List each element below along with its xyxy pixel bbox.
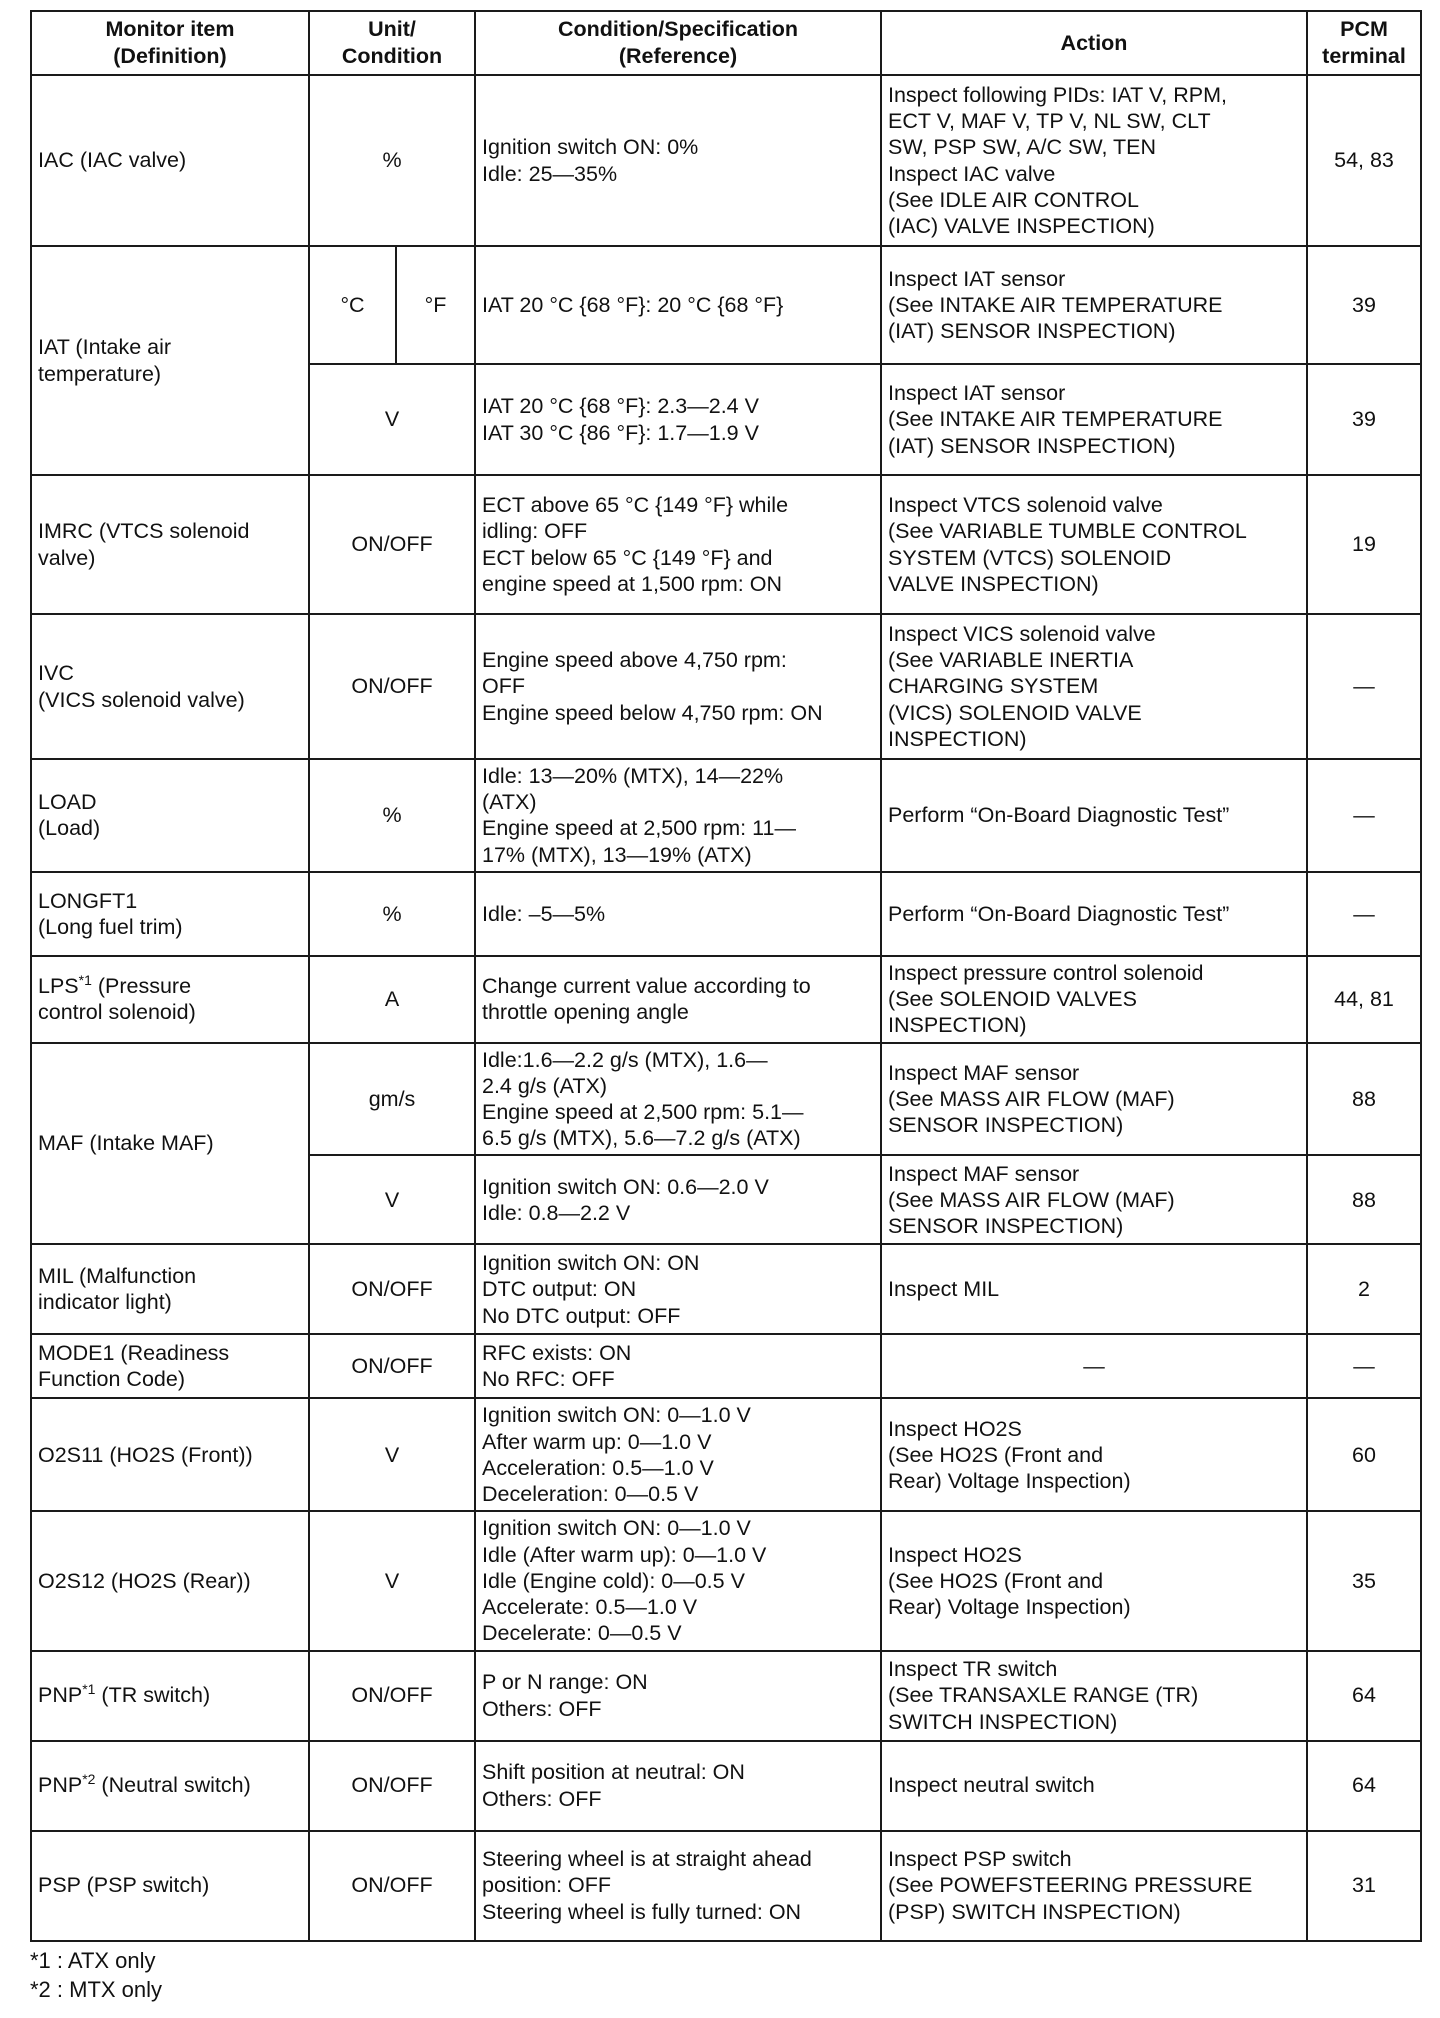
unit-cell: ON/OFF xyxy=(309,1651,475,1741)
monitor-item xyxy=(31,956,309,1043)
table-row-psp xyxy=(31,1831,1421,1941)
pcm-terminal-cell: 88 xyxy=(1307,1043,1421,1156)
condition-cell: Change current value according to throttle opening angle xyxy=(475,956,881,1043)
action-cell: Inspect HO2S (See HO2S (Front and Rear) Voltage Inspection) xyxy=(881,1511,1307,1650)
unit-cell: V xyxy=(309,364,475,475)
unit-cell: ON/OFF xyxy=(309,475,475,614)
action-cell: Inspect PSP switch (See POWEFSTEERING PRESSURE (PSP) SWITCH INSPECTION) xyxy=(881,1831,1307,1941)
header-condition-specification: Condition/Specification (Reference) xyxy=(475,11,881,75)
footnote-marker: *1 xyxy=(78,971,92,988)
table-header-row xyxy=(31,11,1421,75)
header-pcm-terminal: PCM terminal xyxy=(1307,11,1421,75)
monitor-item: PSP (PSP switch) xyxy=(31,1831,309,1941)
footnote-marker: *1 xyxy=(82,1681,96,1698)
table-row-pnp-neutral-switch xyxy=(31,1741,1421,1831)
table-row-longft1 xyxy=(31,872,1421,956)
unit-cell: V xyxy=(309,1155,475,1244)
monitor-item: MAF (Intake MAF) xyxy=(31,1043,309,1245)
monitor-item: LONGFT1 (Long fuel trim) xyxy=(31,872,309,956)
pcm-terminal-cell: 88 xyxy=(1307,1155,1421,1244)
header-unit-condition: Unit/ Condition xyxy=(309,11,475,75)
condition-cell: Steering wheel is at straight ahead position: OFF Steering wheel is fully turned: ON xyxy=(475,1831,881,1941)
action-cell: Inspect VTCS solenoid valve (See VARIABLE TUMBLE CONTROL SYSTEM (VTCS) SOLENOID VALVE INSPECTION) xyxy=(881,475,1307,614)
unit-cell: % xyxy=(309,759,475,872)
footnote-marker: *2 xyxy=(82,1771,96,1788)
unit-cell: V xyxy=(309,1511,475,1650)
condition-cell: Shift position at neutral: ON Others: OFF xyxy=(475,1741,881,1831)
pcm-terminal-cell: — xyxy=(1307,872,1421,956)
unit-cell: ON/OFF xyxy=(309,1244,475,1334)
table-row-ivc xyxy=(31,614,1421,759)
action-cell: — xyxy=(881,1334,1307,1398)
pcm-terminal-cell: 39 xyxy=(1307,364,1421,475)
pcm-terminal-cell: 35 xyxy=(1307,1511,1421,1650)
table-row-o2s12 xyxy=(31,1511,1421,1650)
header-monitor-item: Monitor item (Definition) xyxy=(31,11,309,75)
monitor-item xyxy=(31,1651,309,1741)
condition-cell: RFC exists: ON No RFC: OFF xyxy=(475,1334,881,1398)
pcm-terminal-cell: 60 xyxy=(1307,1398,1421,1511)
condition-cell: IAT 20 °C {68 °F}: 20 °C {68 °F} xyxy=(475,246,881,364)
pcm-terminal-cell: 64 xyxy=(1307,1651,1421,1741)
action-cell: Inspect VICS solenoid valve (See VARIABLE INERTIA CHARGING SYSTEM (VICS) SOLENOID VALVE INSPECTION) xyxy=(881,614,1307,759)
condition-cell: ECT above 65 °C {149 °F} while idling: OFF ECT below 65 °C {149 °F} and engine speed at 1,500 rpm: ON xyxy=(475,475,881,614)
monitor-item: MIL (Malfunction indicator light) xyxy=(31,1244,309,1334)
pcm-terminal-cell: 19 xyxy=(1307,475,1421,614)
pcm-terminal-cell: — xyxy=(1307,1334,1421,1398)
monitor-item: IVC (VICS solenoid valve) xyxy=(31,614,309,759)
action-cell: Inspect MAF sensor (See MASS AIR FLOW (MAF) SENSOR INSPECTION) xyxy=(881,1043,1307,1156)
action-cell: Perform “On-Board Diagnostic Test” xyxy=(881,872,1307,956)
table-row-lps xyxy=(31,956,1421,1043)
monitor-item: IAC (IAC valve) xyxy=(31,75,309,246)
action-cell: Perform “On-Board Diagnostic Test” xyxy=(881,759,1307,872)
item-name: LPS xyxy=(38,973,79,998)
condition-cell: Idle: 13—20% (MTX), 14—22% (ATX) Engine speed at 2,500 rpm: 11— 17% (MTX), 13—19% (ATX) xyxy=(475,759,881,872)
action-cell: Inspect TR switch (See TRANSAXLE RANGE (TR) SWITCH INSPECTION) xyxy=(881,1651,1307,1741)
monitor-item: LOAD (Load) xyxy=(31,759,309,872)
pcm-terminal-cell: 54, 83 xyxy=(1307,75,1421,246)
condition-cell: Ignition switch ON: 0—1.0 V Idle (After warm up): 0—1.0 V Idle (Engine cold): 0—0.5 V Accelerate: 0.5—1.0 V Decelerate: 0—0.5 V xyxy=(475,1511,881,1650)
unit-cell: gm/s xyxy=(309,1043,475,1156)
unit-cell-fahrenheit: °F xyxy=(396,246,475,364)
condition-cell: Ignition switch ON: 0—1.0 V After warm up: 0—1.0 V Acceleration: 0.5—1.0 V Deceleration: 0—0.5 V xyxy=(475,1398,881,1511)
table-row-maf-grams xyxy=(31,1043,1421,1156)
item-name: PNP xyxy=(38,1683,83,1708)
action-cell: Inspect IAT sensor (See INTAKE AIR TEMPERATURE (IAT) SENSOR INSPECTION) xyxy=(881,246,1307,364)
condition-cell: Idle:1.6—2.2 g/s (MTX), 1.6— 2.4 g/s (ATX) Engine speed at 2,500 rpm: 5.1— 6.5 g/s (MTX), 5.6—7.2 g/s (ATX) xyxy=(475,1043,881,1156)
item-description: (TR switch) xyxy=(95,1683,211,1708)
spec-page xyxy=(30,10,1420,2005)
action-cell: Inspect MIL xyxy=(881,1244,1307,1334)
table-row-iat-celsius xyxy=(31,246,1421,364)
condition-cell: IAT 20 °C {68 °F}: 2.3—2.4 V IAT 30 °C {86 °F}: 1.7—1.9 V xyxy=(475,364,881,475)
item-name: PNP xyxy=(38,1773,83,1798)
monitor-item: MODE1 (Readiness Function Code) xyxy=(31,1334,309,1398)
monitor-item: IMRC (VTCS solenoid valve) xyxy=(31,475,309,614)
unit-cell: % xyxy=(309,75,475,246)
unit-cell: ON/OFF xyxy=(309,1741,475,1831)
table-row-o2s11 xyxy=(31,1398,1421,1511)
table-row-imrc xyxy=(31,475,1421,614)
monitor-item-table xyxy=(30,10,1422,1942)
item-description: (Pressure control solenoid) xyxy=(38,973,196,1025)
pcm-terminal-cell: — xyxy=(1307,759,1421,872)
action-cell: Inspect following PIDs: IAT V, RPM, ECT V, MAF V, TP V, NL SW, CLT SW, PSP SW, A/C SW, TEN Inspect IAC valve (See IDLE AIR CONTROL (IAC) VALVE INSPECTION) xyxy=(881,75,1307,246)
condition-cell: Idle: –5—5% xyxy=(475,872,881,956)
condition-cell: Ignition switch ON: 0.6—2.0 V Idle: 0.8—2.2 V xyxy=(475,1155,881,1244)
header-action: Action xyxy=(881,11,1307,75)
unit-cell: ON/OFF xyxy=(309,1334,475,1398)
pcm-terminal-cell: 31 xyxy=(1307,1831,1421,1941)
action-cell: Inspect IAT sensor (See INTAKE AIR TEMPERATURE (IAT) SENSOR INSPECTION) xyxy=(881,364,1307,475)
table-row-mil xyxy=(31,1244,1421,1334)
pcm-terminal-cell: 44, 81 xyxy=(1307,956,1421,1043)
footnotes xyxy=(30,1946,1420,2005)
monitor-item: O2S11 (HO2S (Front)) xyxy=(31,1398,309,1511)
condition-cell: P or N range: ON Others: OFF xyxy=(475,1651,881,1741)
condition-cell: Engine speed above 4,750 rpm: OFF Engine speed below 4,750 rpm: ON xyxy=(475,614,881,759)
action-cell: Inspect neutral switch xyxy=(881,1741,1307,1831)
unit-cell: V xyxy=(309,1398,475,1511)
monitor-item: IAT (Intake air temperature) xyxy=(31,246,309,475)
unit-cell: ON/OFF xyxy=(309,1831,475,1941)
pcm-terminal-cell: — xyxy=(1307,614,1421,759)
action-cell: Inspect HO2S (See HO2S (Front and Rear) Voltage Inspection) xyxy=(881,1398,1307,1511)
unit-cell: ON/OFF xyxy=(309,614,475,759)
monitor-item: O2S12 (HO2S (Rear)) xyxy=(31,1511,309,1650)
pcm-terminal-cell: 64 xyxy=(1307,1741,1421,1831)
unit-cell: A xyxy=(309,956,475,1043)
monitor-item xyxy=(31,1741,309,1831)
table-row-pnp-tr-switch xyxy=(31,1651,1421,1741)
action-cell: Inspect MAF sensor (See MASS AIR FLOW (MAF) SENSOR INSPECTION) xyxy=(881,1155,1307,1244)
footnote-atx-only: *1 : ATX only xyxy=(30,1947,156,1973)
item-description: (Neutral switch) xyxy=(95,1773,251,1798)
unit-cell-celsius: °C xyxy=(309,246,396,364)
unit-cell: % xyxy=(309,872,475,956)
condition-cell: Ignition switch ON: 0% Idle: 25—35% xyxy=(475,75,881,246)
pcm-terminal-cell: 39 xyxy=(1307,246,1421,364)
table-row-iac xyxy=(31,75,1421,246)
action-cell: Inspect pressure control solenoid (See SOLENOID VALVES INSPECTION) xyxy=(881,956,1307,1043)
condition-cell: Ignition switch ON: ON DTC output: ON No DTC output: OFF xyxy=(475,1244,881,1334)
pcm-terminal-cell: 2 xyxy=(1307,1244,1421,1334)
table-row-load xyxy=(31,759,1421,872)
table-row-mode1 xyxy=(31,1334,1421,1398)
footnote-mtx-only: *2 : MTX only xyxy=(30,1977,163,2003)
